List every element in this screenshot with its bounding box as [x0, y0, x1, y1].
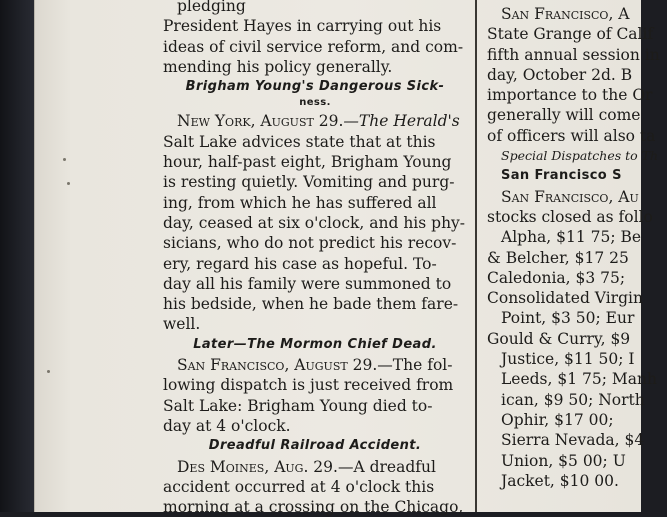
text-line: [163, 111, 467, 131]
text-line: Salt Lake advices state that at this: [163, 132, 436, 151]
text-line: Ophir, $17 00;: [501, 410, 614, 429]
text-line: ideas of civil service reform, and com-: [163, 37, 464, 56]
text-line: well.: [163, 315, 201, 334]
headline-san-francisco-stocks: San Francisco S: [501, 168, 622, 184]
text-line: mending his policy generally.: [163, 57, 393, 76]
text-line: day, ceased at six o'clock, and his phy-: [163, 213, 466, 232]
text-line: Caledonia, $3 75;: [487, 268, 626, 287]
text-line: Point, $3 50; Eur: [501, 309, 635, 328]
headline-brigham-young-cont: ness.: [299, 97, 331, 109]
special-dispatches-label: Special Dispatches to Th: [501, 148, 659, 164]
text-line: ican, $9 50; North: [501, 390, 645, 409]
text-line: Gould & Curry, $9: [487, 329, 631, 348]
headline-mormon-chief-dead: Later—The Mormon Chief Dead.: [193, 336, 437, 352]
text-line: State Grange of Calif: [487, 25, 654, 44]
binding-hole: [47, 370, 50, 373]
text-line: stocks closed as follo: [487, 207, 653, 226]
dateline: San Francisco, August 29.: [177, 356, 378, 375]
text-fragment: —A dreadful: [337, 457, 436, 476]
text-line: Jacket, $10 00.: [501, 471, 619, 490]
column-rule: [475, 0, 477, 512]
text-line: day all his family were summoned to: [163, 274, 452, 293]
text-line: [163, 457, 467, 477]
text-line: day at 4 o'clock.: [163, 416, 291, 435]
text-line: pledging: [177, 0, 246, 15]
binding-hole: [67, 182, 70, 185]
text-line: Salt Lake: Brigham Young died to-: [163, 396, 433, 415]
text-line: Sierra Nevada, $4: [501, 431, 645, 450]
text-line: importance to the Or: [487, 86, 653, 105]
binding-hole: [63, 158, 66, 161]
text-line: & Belcher, $17 25: [487, 248, 629, 267]
text-line: [163, 355, 467, 375]
text-line: Leeds, $1 75; Manh: [501, 370, 657, 389]
text-line: generally will come: [487, 106, 641, 125]
text-line: San Francisco, Au: [501, 187, 639, 206]
text-line: Alpha, $11 75; Be: [501, 228, 642, 247]
text-line: sicians, who do not predict his recov-: [163, 234, 457, 253]
text-fragment: —The Herald's: [343, 112, 460, 131]
right-column: [487, 4, 667, 491]
text-line: Justice, $11 50; I: [501, 350, 635, 369]
text-line: San Francisco, A: [501, 5, 630, 23]
text-line: his bedside, when he bade them fare-: [163, 295, 459, 314]
text-line: Union, $5 00; U: [501, 451, 626, 470]
text-line: fifth annual session in: [487, 45, 660, 64]
text-fragment: —The fol-: [377, 356, 453, 375]
dateline: Des Moines, Aug. 29.: [177, 457, 338, 476]
text-line: ery, regard his case as hopeful. To-: [163, 254, 437, 273]
text-line: of officers will also ta: [487, 126, 656, 145]
text-line: Consolidated Virgin: [487, 289, 643, 308]
headline-brigham-young: Brigham Young's Dangerous Sick-: [185, 79, 445, 95]
left-column: [163, 0, 467, 517]
text-line: President Hayes in carrying out his: [163, 17, 442, 36]
text-line: ing, from which he has suffered all: [163, 193, 437, 212]
text-line: lowing dispatch is just received from: [163, 376, 454, 395]
dateline: New York, August 29.: [177, 112, 344, 131]
text-line: day, October 2d. B: [487, 65, 633, 84]
headline-railroad-accident: Dreadful Railroad Accident.: [208, 438, 422, 454]
text-line: is resting quietly. Vomiting and purg-: [163, 173, 455, 192]
text-line: accident occurred at 4 o'clock this: [163, 477, 435, 496]
text-line: hour, half-past eight, Brigham Young: [163, 153, 452, 172]
newspaper-page: [34, 0, 660, 517]
text-line: morning at a crossing on the Chicago,: [163, 498, 464, 517]
